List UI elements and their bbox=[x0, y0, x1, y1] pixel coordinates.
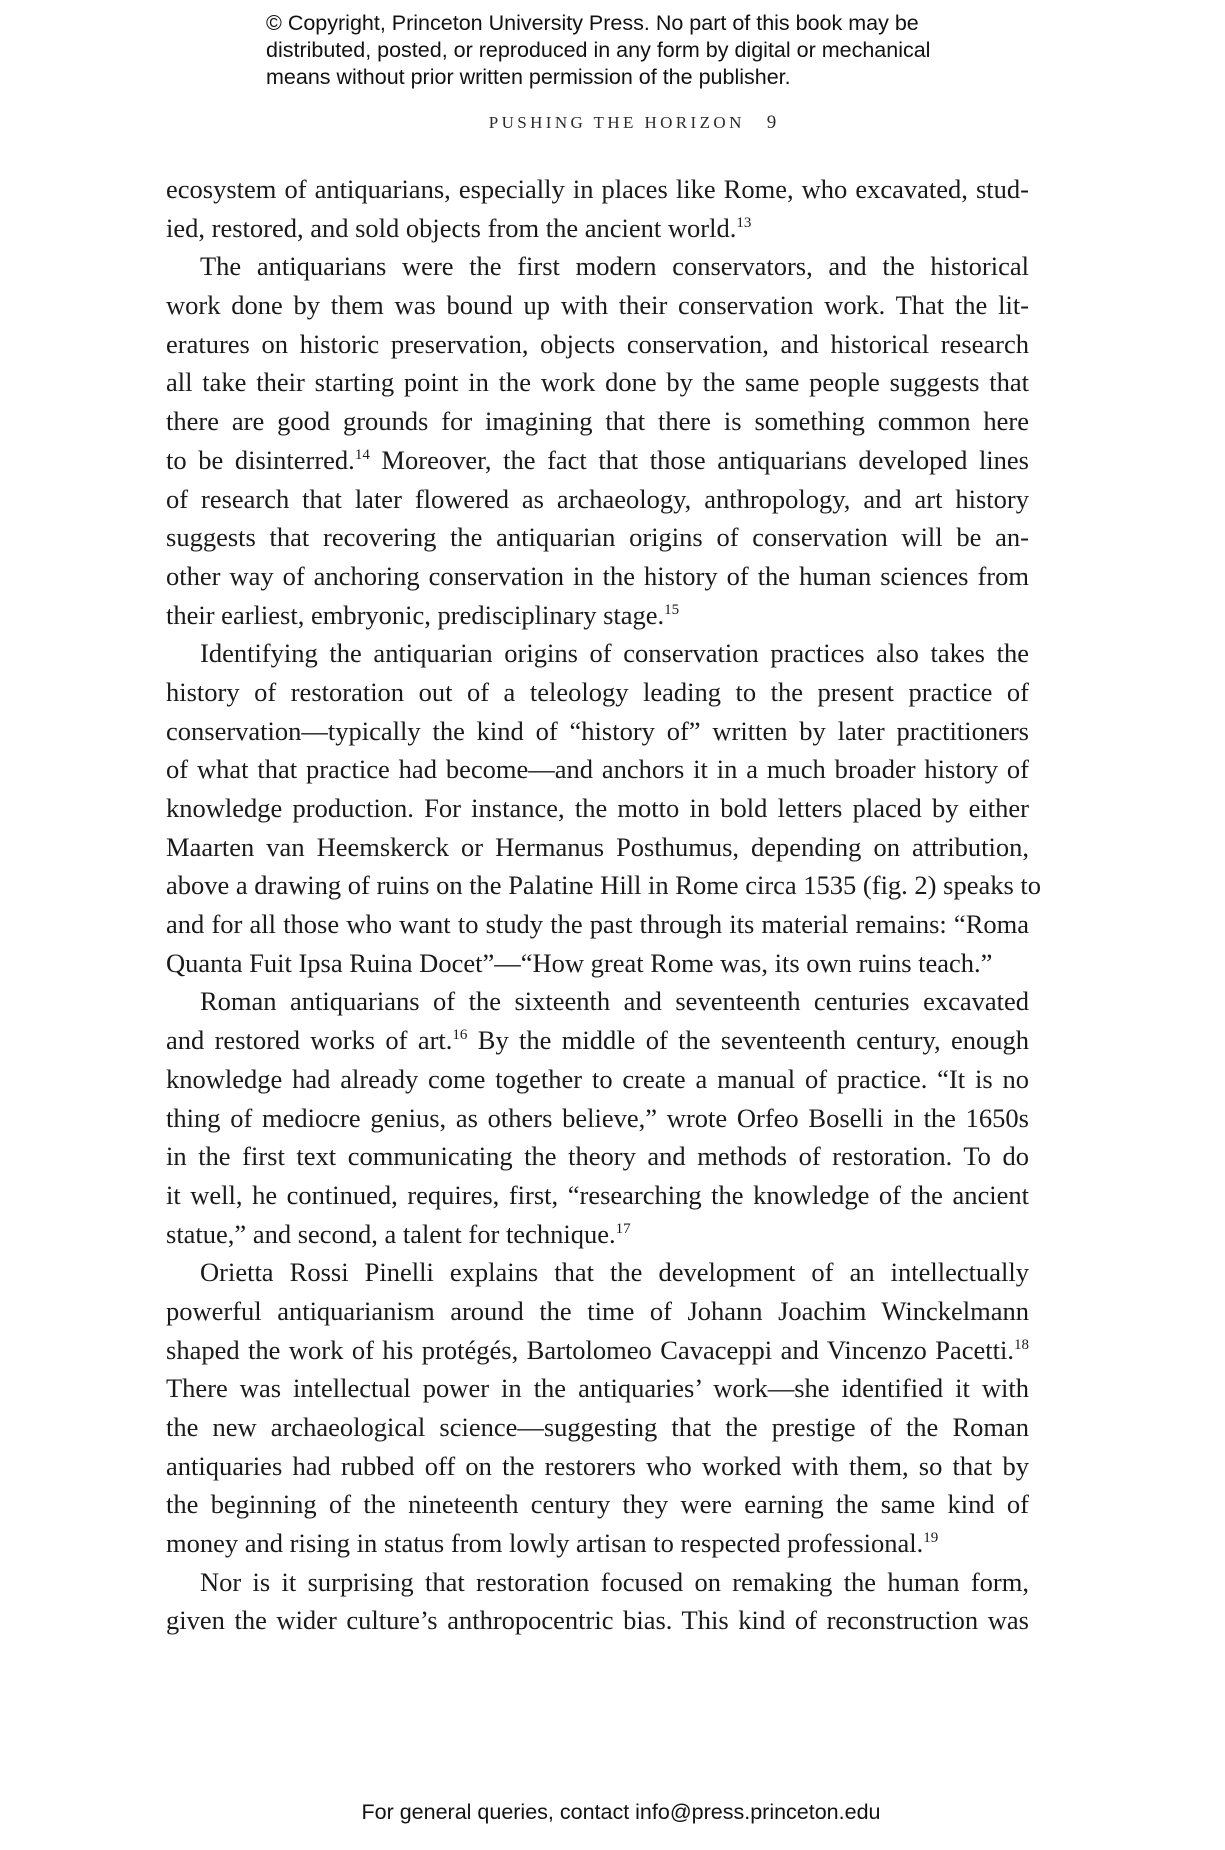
footnote-ref[interactable]: 13 bbox=[736, 214, 752, 231]
text-line: The antiquarians were the first modern conservators, and the historical bbox=[200, 251, 1029, 282]
copyright-line: means without prior written permission of the publisher. bbox=[266, 65, 791, 89]
text-line: other way of anchoring conservation in the history of the human sciences from bbox=[166, 560, 1029, 591]
text-line: the new archaeological science—suggesting that the prestige of the Roman bbox=[166, 1412, 1029, 1442]
text-line bbox=[166, 441, 1029, 480]
footnote-ref[interactable]: 14 bbox=[354, 446, 370, 463]
footnote-ref[interactable]: 18 bbox=[1014, 1336, 1029, 1353]
text-line: antiquaries had rubbed off on the restorers who worked with them, so that by bbox=[166, 1450, 1029, 1481]
text-line: and for all those who want to study the past through its material remains: “Roma bbox=[166, 909, 1029, 940]
text-line: eratures on historic preservation, objects conservation, and historical research bbox=[166, 328, 1029, 359]
text-line bbox=[166, 1215, 1029, 1254]
text-line: powerful antiquarianism around the time of Johann Joachim Winckelmann bbox=[166, 1295, 1029, 1326]
text-line: work done by them was bound up with their conservation work. That the lit- bbox=[166, 290, 1029, 321]
text-span: By the middle of the seventeenth century, enough bbox=[467, 1025, 1029, 1056]
text-line: history of restoration out of a teleology leading to the present practice of bbox=[166, 676, 1029, 707]
text-line: it well, he continued, requires, first, “researching the knowledge of the ancient bbox=[166, 1179, 1029, 1210]
text-line bbox=[166, 1524, 1029, 1563]
text-line bbox=[166, 1021, 1029, 1060]
text-line: Roman antiquarians of the sixteenth and seventeenth centuries excavated bbox=[200, 986, 1029, 1017]
text-line: of research that later flowered as archaeology, anthropology, and art history bbox=[166, 483, 1029, 514]
text-line: thing of mediocre genius, as others believe,” wrote Orfeo Boselli in the 1650s bbox=[166, 1102, 1029, 1133]
text-line: Identifying the antiquarian origins of conservation practices also takes the bbox=[200, 638, 1029, 669]
footnote-ref[interactable]: 19 bbox=[923, 1530, 939, 1547]
text-line: all take their starting point in the work done by the same people suggests that bbox=[166, 367, 1029, 398]
footnote-ref[interactable]: 16 bbox=[452, 1027, 468, 1044]
text-line bbox=[166, 596, 1029, 635]
text-line: given the wider culture’s anthropocentric bias. This kind of reconstruction was bbox=[166, 1605, 1029, 1636]
copyright-line: © Copyright, Princeton University Press. No part of this book may be bbox=[266, 11, 919, 35]
text-line: There was intellectual power in the antiquaries’ work—she identified it with bbox=[166, 1373, 1029, 1404]
text-line: ecosystem of antiquarians, especially in places like Rome, who excavated, stud- bbox=[166, 174, 1029, 204]
text-line bbox=[166, 209, 1029, 248]
running-head-title: PUSHING THE HORIZON bbox=[488, 113, 745, 132]
text-line: Orietta Rossi Pinelli explains that the development of an intellectually bbox=[200, 1257, 1029, 1288]
text-span: shaped the work of his protégés, Bartolomeo Cavaceppi and Vincenzo Pacetti. bbox=[166, 1334, 1014, 1365]
text-line: above a drawing of ruins on the Palatine Hill in Rome circa 1535 (fig. 2) speaks to bbox=[166, 870, 1042, 901]
text-line: suggests that recovering the antiquarian origins of conservation will be an- bbox=[166, 522, 1029, 553]
text-span: and restored works of art. bbox=[166, 1025, 453, 1056]
text-line: there are good grounds for imagining that there is something common here bbox=[166, 406, 1029, 437]
text-line: Maarten van Heemskerck or Hermanus Posthumus, depending on attribution, bbox=[166, 831, 1029, 862]
text-span: money and rising in status from lowly artisan to respected professional. bbox=[166, 1528, 924, 1559]
body-text bbox=[166, 170, 1042, 1640]
copyright-notice bbox=[266, 10, 1026, 91]
text-line: Quanta Fuit Ipsa Ruina Docet”—“How great Rome was, its own ruins teach.” bbox=[166, 947, 993, 978]
text-span: Moreover, the fact that those antiquarians developed lines bbox=[369, 444, 1029, 475]
footnote-ref[interactable]: 17 bbox=[615, 1220, 631, 1237]
text-span: statue,” and second, a talent for technique. bbox=[166, 1218, 616, 1249]
text-span: their earliest, embryonic, predisciplinary stage. bbox=[166, 599, 665, 630]
text-line: in the first text communicating the theory and methods of restoration. To do bbox=[166, 1141, 1029, 1172]
text-line: of what that practice had become—and anchors it in a much broader history of bbox=[166, 754, 1029, 785]
text-line: knowledge had already come together to create a manual of practice. “It is no bbox=[166, 1063, 1029, 1094]
footnote-ref[interactable]: 15 bbox=[664, 601, 680, 618]
text-line: conservation—typically the kind of “history of” written by later practitioners bbox=[166, 715, 1029, 746]
footer-contact: For general queries, contact info@press.princeton.edu bbox=[361, 1800, 881, 1824]
text-line: knowledge production. For instance, the motto in bold letters placed by either bbox=[166, 793, 1029, 823]
page-number: 9 bbox=[766, 112, 777, 133]
text-line: the beginning of the nineteenth century they were earning the same kind of bbox=[166, 1489, 1029, 1520]
copyright-line: distributed, posted, or reproduced in any form by digital or mechanical bbox=[266, 38, 931, 62]
text-line: Nor is it surprising that restoration focused on remaking the human form, bbox=[200, 1566, 1029, 1597]
text-span: to be disinterred. bbox=[166, 444, 355, 475]
running-head bbox=[0, 112, 1225, 134]
text-span: ied, restored, and sold objects from the ancient world. bbox=[166, 212, 737, 243]
text-line bbox=[166, 1331, 1029, 1370]
